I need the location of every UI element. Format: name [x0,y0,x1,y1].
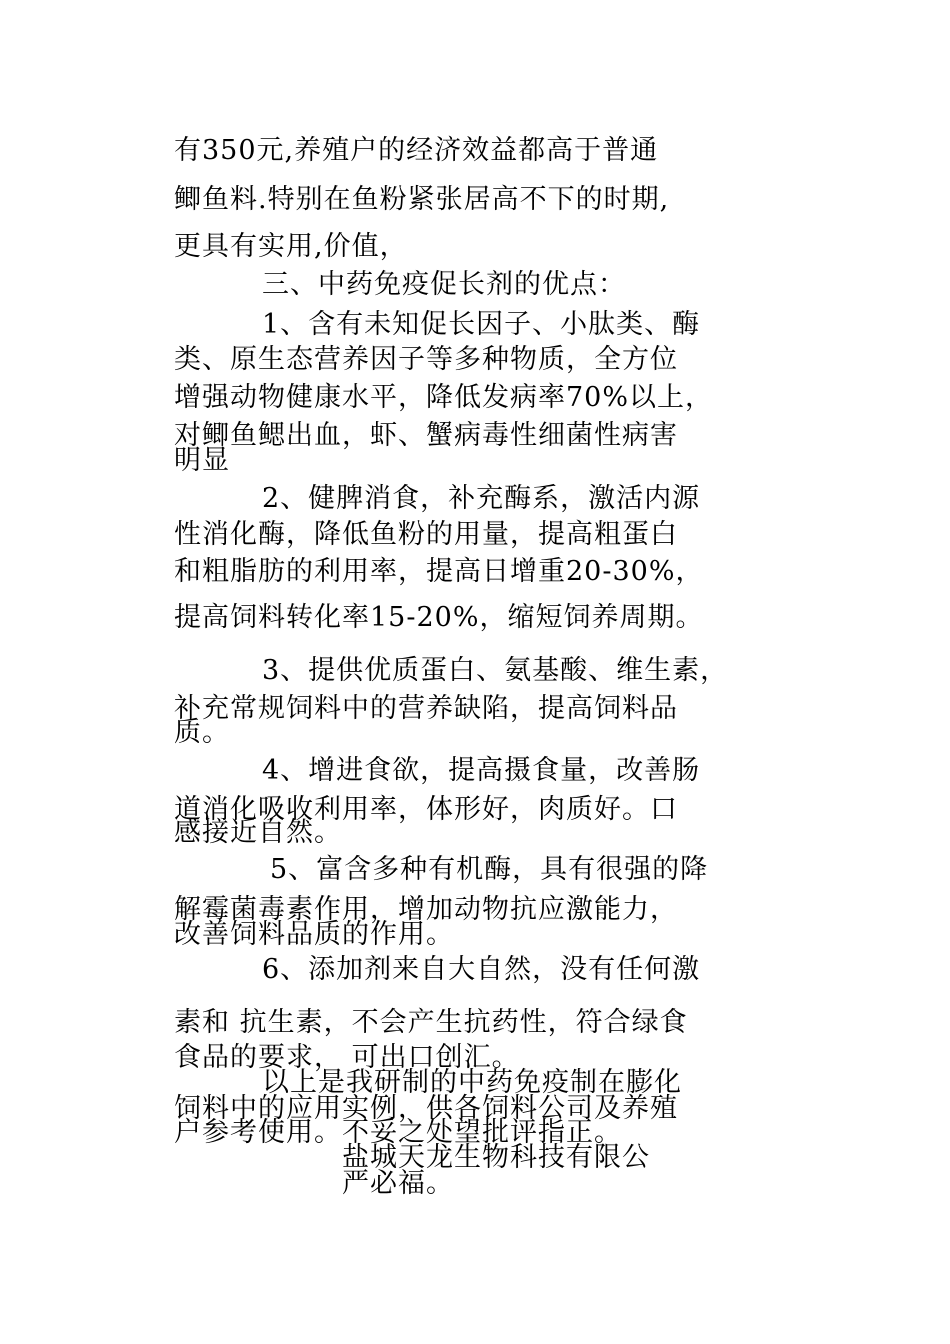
section-heading: 三、中药免疫促长剂的优点： [262,269,626,300]
point-3-line-2: 补充常规饲料中的营养缺陷，提高饲料品 [174,693,678,724]
point-2-line-4: 提高饲料转化率15-20%，缩短饲养周期。 [174,602,704,633]
point-1-line-1: 1、含有未知促长因子、小肽类、酶 [262,309,701,340]
point-2-line-1: 2、健脾消食，补充酶系，激活内源 [262,483,701,514]
point-1-line-5: 明显 [174,445,230,476]
signature-author: 严必福。 [342,1168,454,1199]
point-6-line-2: 素和 抗生素，不会产生抗药性，符合绿食 [174,1007,688,1038]
point-1-line-2: 类、原生态营养因子等多种物质，全方位 [174,344,678,375]
closing-line-2: 饲料中的应用实例，供各饲料公司及养殖 [174,1093,678,1124]
point-2-line-3: 和粗脂肪的利用率，提高日增重20-30%， [174,556,704,587]
point-3-line-1: 3、提供优质蛋白、氨基酸、维生素， [262,655,729,686]
closing-line-1: 以上是我研制的中药免疫制在膨化 [262,1067,682,1098]
point-4-line-2: 道消化吸收利用率，体形好，肉质好。口 [174,794,678,825]
point-6-line-3: 食品的要求， 可出口创汇。 [174,1042,520,1073]
point-4-line-3: 感接近自然。 [174,817,342,848]
point-4-line-1: 4、增进食欲，提高摄食量，改善肠 [262,755,701,786]
point-1-line-4: 对鲫鱼鳃出血，虾、蟹病毒性细菌性病害 [174,420,678,451]
point-5-line-1: 5、富含多种有机酶，具有很强的降 [270,854,709,885]
point-5-line-3: 改善饲料品质的作用。 [174,919,454,950]
signature-company: 盐城天龙生物科技有限公 [342,1142,650,1173]
point-6-line-1: 6、添加剂来自大自然，没有任何激 [262,954,701,985]
text-line-1: 有350元,养殖户的经济效益都高于普通 [174,135,659,166]
point-5-line-2: 解霉菌毒素作用，增加动物抗应激能力， [174,894,678,925]
point-3-line-3: 质。 [174,717,230,748]
closing-line-3: 户参考使用。不妥之处望批评指正。 [174,1117,622,1148]
text-line-2: 鲫鱼料.特别在鱼粉紧张居高不下的时期, [174,184,670,215]
text-line-3: 更具有实用,价值， [174,231,408,262]
point-2-line-2: 性消化酶，降低鱼粉的用量，提高粗蛋白 [174,519,678,550]
point-1-line-3: 增强动物健康水平，降低发病率70%以上， [174,382,714,413]
